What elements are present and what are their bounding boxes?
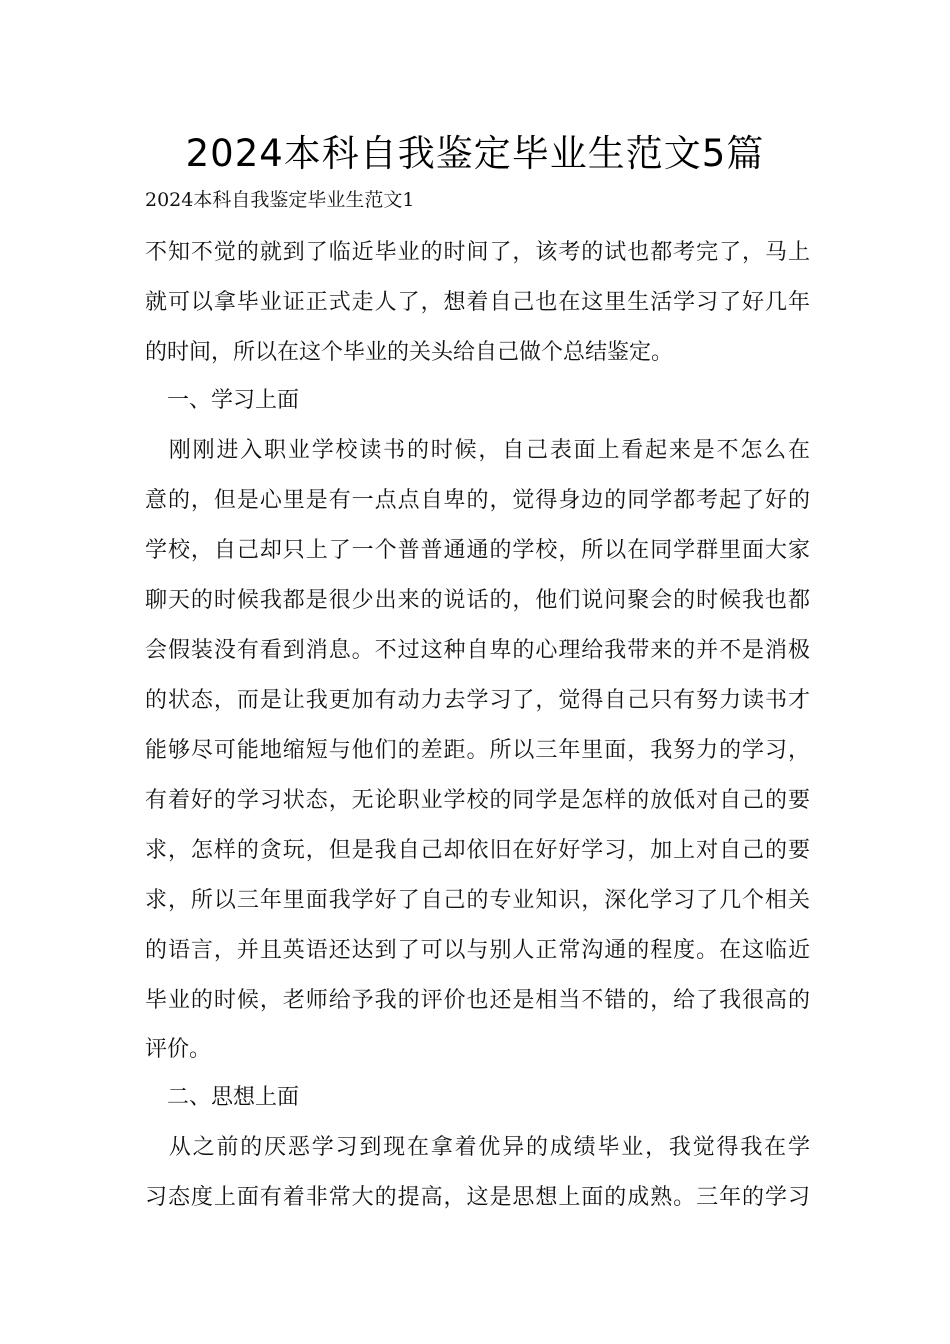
document-title: 2024本科自我鉴定毕业生范文5篇	[185, 132, 765, 175]
paragraph-line: 毕业的时候，老师给予我的评价也还是相当不错的，给了我很高的	[145, 988, 810, 1013]
paragraph-line: 从之前的厌恶学习到现在拿着优异的成绩毕业，我觉得我在学	[145, 1135, 810, 1160]
paragraph-line: 习态度上面有着非常大的提高，这是思想上面的成熟。三年的学习	[145, 1185, 810, 1210]
section-subtitle: 2024本科自我鉴定毕业生范文1	[145, 189, 415, 211]
section-heading-thought: 二、思想上面	[145, 1085, 300, 1110]
paragraph-line: 意的，但是心里是有一点点自卑的，觉得身边的同学都考起了好的	[145, 488, 810, 513]
paragraph-line: 的时间，所以在这个毕业的关头给自己做个总结鉴定。	[145, 340, 674, 365]
paragraph-line: 求，怎样的贪玩，但是我自己却依旧在好好学习，加上对自己的要	[145, 838, 810, 863]
paragraph-line: 求，所以三年里面我学好了自己的专业知识，深化学习了几个相关	[145, 888, 810, 913]
paragraph-line: 不知不觉的就到了临近毕业的时间了，该考的试也都考完了，马上	[145, 240, 810, 265]
paragraph-line: 学校，自己却只上了一个普普通通的学校，所以在同学群里面大家	[145, 538, 810, 563]
paragraph-line: 能够尽可能地缩短与他们的差距。所以三年里面，我努力的学习，	[145, 738, 810, 763]
paragraph-line: 就可以拿毕业证正式走人了，想着自己也在这里生活学习了好几年	[145, 290, 810, 315]
paragraph-line: 评价。	[145, 1037, 212, 1062]
paragraph-line: 的状态，而是让我更加有动力去学习了，觉得自己只有努力读书才	[145, 688, 810, 713]
paragraph-line: 刚刚进入职业学校读书的时候，自己表面上看起来是不怎么在	[145, 438, 810, 463]
paragraph-line: 会假装没有看到消息。不过这种自卑的心理给我带来的并不是消极	[145, 638, 810, 663]
paragraph-line: 的语言，并且英语还达到了可以与别人正常沟通的程度。在这临近	[145, 938, 810, 963]
paragraph-line: 聊天的时候我都是很少出来的说话的，他们说问聚会的时候我也都	[145, 588, 810, 613]
section-heading-study: 一、学习上面	[145, 388, 300, 413]
paragraph-line: 有着好的学习状态，无论职业学校的同学是怎样的放低对自己的要	[145, 788, 810, 813]
